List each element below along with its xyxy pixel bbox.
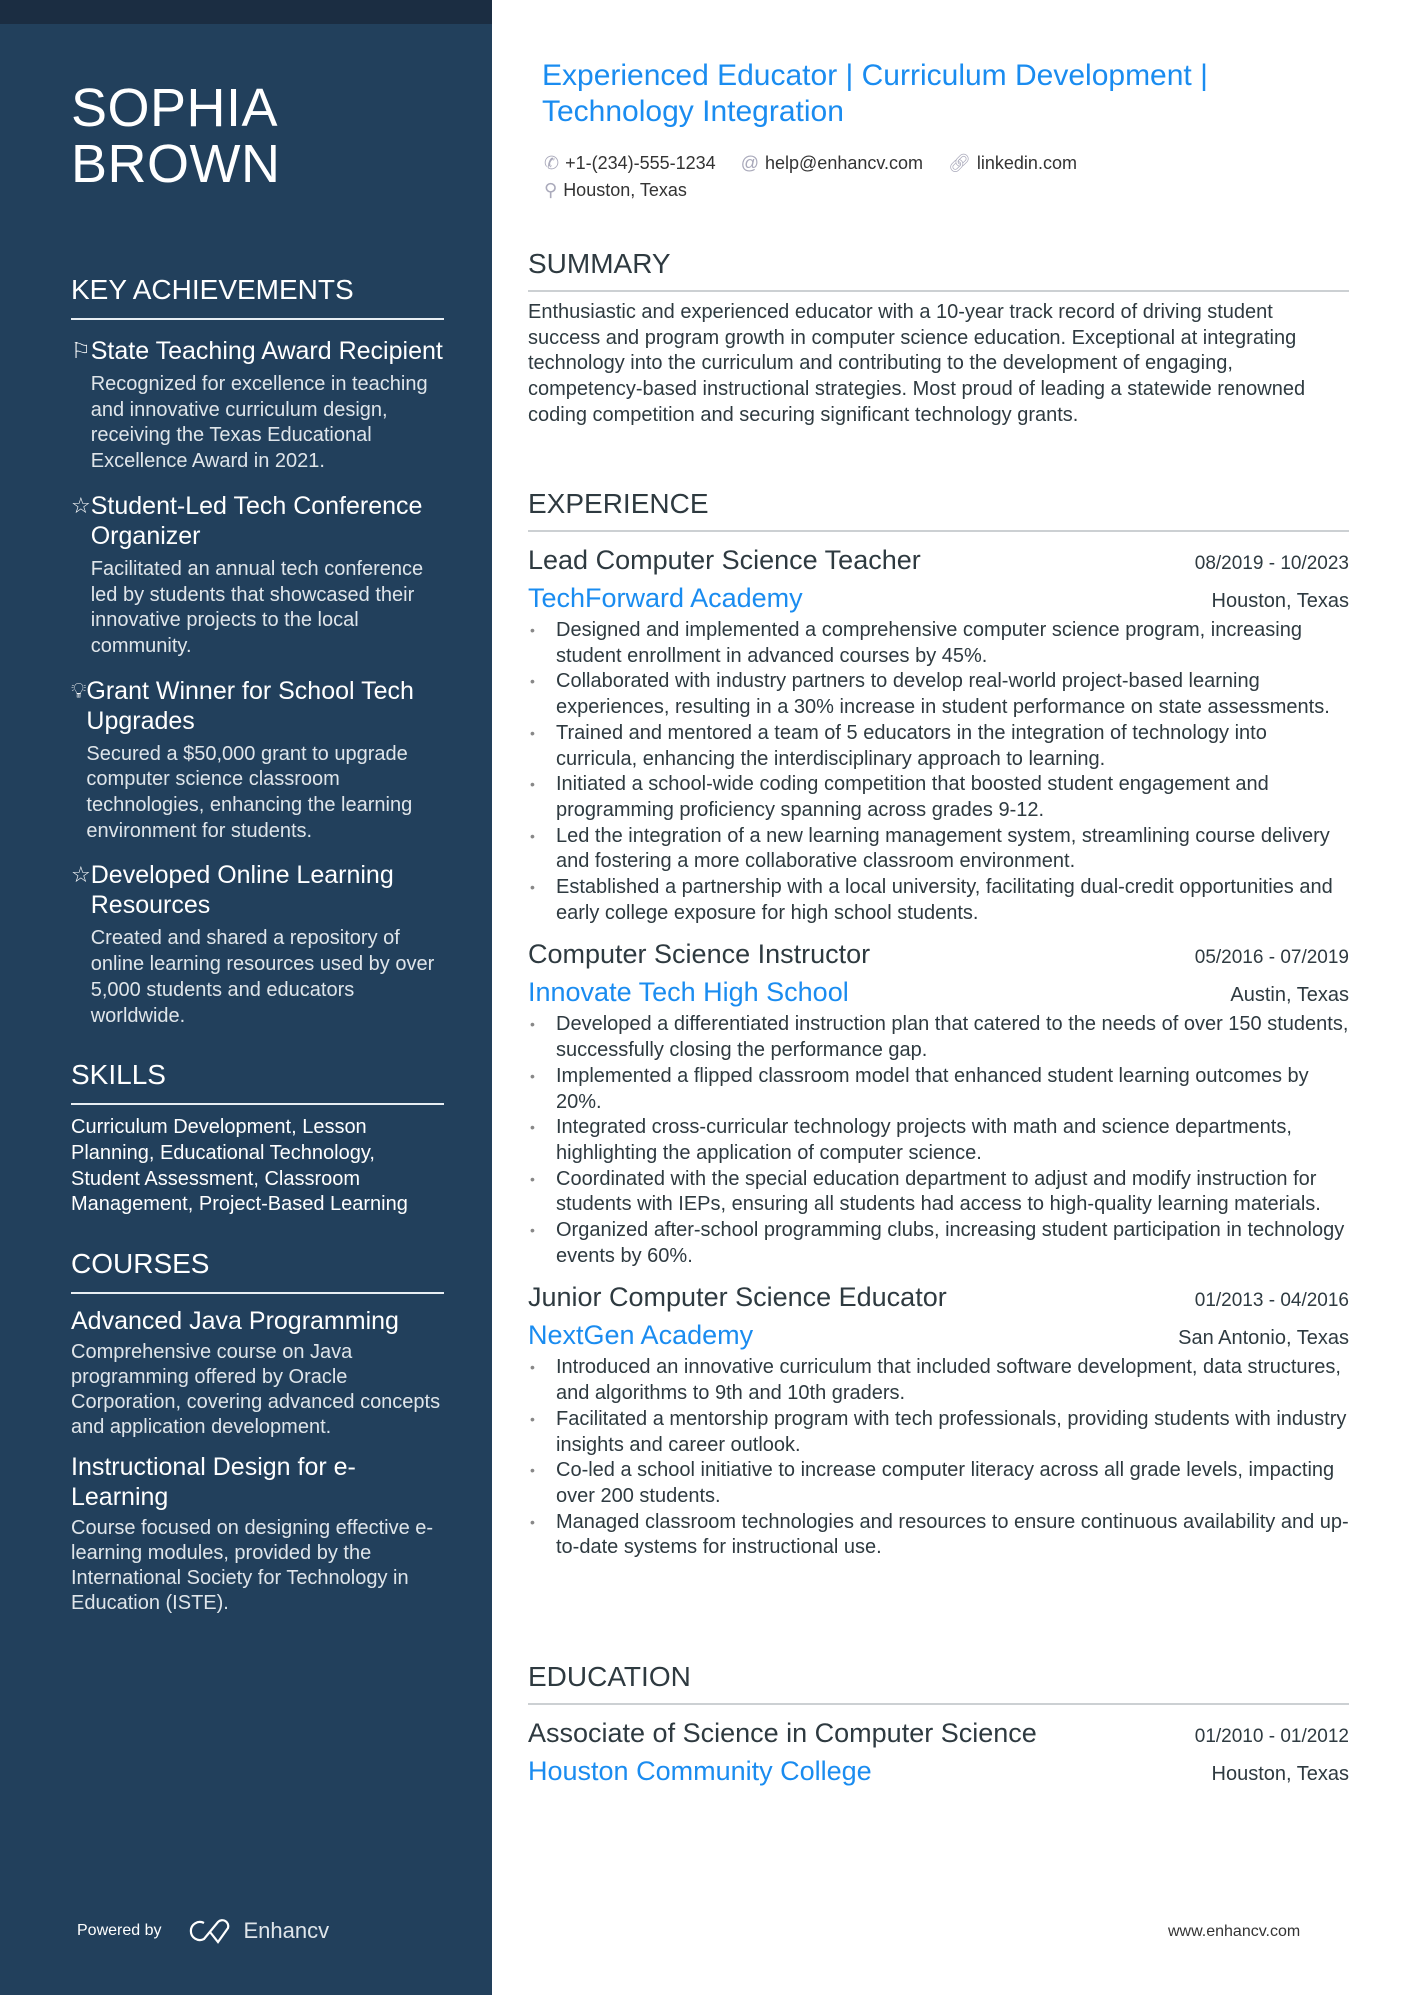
course-item (71, 1306, 444, 1440)
achievement-item (71, 336, 444, 475)
brand-name: Enhancv (243, 1918, 330, 1943)
last-name: BROWN (71, 134, 281, 194)
education-section (528, 1661, 1349, 1791)
experience-heading: EXPERIENCE (528, 488, 1349, 532)
candidate-name (71, 80, 444, 192)
link-icon: 🔗︎ (948, 153, 971, 173)
job-bullet: • Facilitated a mentorship program with tech professionals, providing students with industry insights and career outlook. (528, 1407, 1349, 1458)
flag-icon: ⚐ (71, 338, 91, 363)
job-bullet: • Led the integration of a new learning management system, streamlining course delivery and fostering a more collaborative classroom environment. (528, 824, 1349, 875)
footer-url[interactable]: www.enhancv.com (1168, 1923, 1301, 1940)
star-icon: ☆ (71, 862, 91, 888)
achievement-desc: Recognized for excellence in teaching and innovative curriculum design, receiving the Texas Educational Excellence Award in 2021. (90, 373, 428, 473)
phone-text: +1-(234)-555-1234 (565, 153, 716, 173)
achievement-desc: Created and shared a repository of online learning resources used by over 5,000 students and educators worldwide. (90, 927, 435, 1027)
achievement-item (71, 491, 444, 660)
job-bullet: • Managed classroom technologies and resources to ensure continuous availability and up-to-date systems for instructional use. (528, 1510, 1349, 1561)
summary-text: Enthusiastic and experienced educator with a 10-year track record of driving student success and program growth in computer science education. Exceptional at integrating technology into the curriculum and contributing to the development of engaging, competency-based instructional strategies. Most proud of leading a statewide renowned coding competition and securing significant technology grants. (528, 301, 1306, 426)
job-dates: 05/2016 - 07/2019 (1194, 947, 1349, 969)
job-bullet: • Collaborated with industry partners to develop real-world project-based learning experiences, resulting in a 30% increase in student performance on state assessments. (528, 669, 1349, 720)
course-desc: Course focused on designing effective e-learning modules, provided by the International Society for Technology in Education (ISTE). (71, 1517, 434, 1615)
education-location: Houston, Texas (1211, 1763, 1349, 1785)
job-bullet: • Designed and implemented a comprehensive computer science program, increasing student enrollment in advanced courses by 45%. (528, 618, 1349, 669)
job-bullet: • Coordinated with the special education department to adjust and modify instruction for students with IEPs, ensuring all students had access to high-quality learning materials. (528, 1167, 1349, 1218)
achievement-title: Student-Led Tech Conference Organizer (90, 491, 423, 550)
job-location: Houston, Texas (1211, 590, 1349, 612)
experience-section (528, 488, 1349, 1561)
enhancv-logo-icon (188, 1918, 234, 1944)
phone[interactable] (544, 153, 716, 173)
powered-by-label: Powered by (77, 1922, 162, 1939)
company-name: Innovate Tech High School (528, 977, 849, 1008)
job-bullet: • Integrated cross-curricular technology projects with math and science departments, highlighting the application of computer science. (528, 1115, 1349, 1166)
job-role: Junior Computer Science Educator (528, 1282, 947, 1313)
courses-heading: COURSES (71, 1248, 444, 1294)
course-title: Instructional Design for e-Learning (71, 1453, 356, 1512)
job-entry (528, 542, 1349, 926)
headline: Experienced Educator | Curriculum Development | Technology Integration (542, 59, 1208, 128)
location-text: Houston, Texas (563, 180, 687, 200)
contact-info (544, 150, 1244, 204)
degree: Associate of Science in Computer Science (528, 1718, 1037, 1748)
company-name: NextGen Academy (528, 1320, 754, 1351)
skills-list: Curriculum Development, Lesson Planning, Educational Technology, Student Assessment, Classroom Management, Project-Based Learning (71, 1116, 408, 1216)
job-bullet: • Trained and mentored a team of 5 educators in the integration of technology into curricula, enhancing the interdisciplinary approach to learning. (528, 721, 1349, 772)
achievements-heading: KEY ACHIEVEMENTS (71, 274, 444, 320)
course-item (71, 1452, 444, 1616)
job-role: Computer Science Instructor (528, 939, 871, 970)
job-entry (528, 1279, 1349, 1561)
summary-heading: SUMMARY (528, 248, 1349, 292)
link-text: linkedin.com (976, 153, 1077, 173)
job-role: Lead Computer Science Teacher (528, 545, 921, 575)
school-name: Houston Community College (528, 1756, 872, 1786)
job-bullet: • Introduced an innovative curriculum that included software development, data structures, and algorithms to 9th and 10th graders. (528, 1355, 1349, 1406)
achievement-desc: Secured a $50,000 grant to upgrade computer science classroom technologies, enhancing the learning environment for students. (86, 742, 413, 842)
job-location: Austin, Texas (1230, 984, 1349, 1007)
job-bullets (528, 618, 1349, 926)
job-dates: 01/2013 - 04/2016 (1194, 1290, 1349, 1312)
location-pin-icon: ⚲ (544, 180, 558, 200)
link[interactable] (948, 153, 1077, 173)
first-name: SOPHIA (71, 78, 279, 138)
achievement-desc: Facilitated an annual tech conference led by students that showcased their innovative projects to the local community. (90, 557, 424, 657)
enhancv-logo[interactable] (188, 1918, 330, 1944)
powered-by (77, 1918, 329, 1944)
lightbulb-icon: 💡︎ (71, 677, 87, 703)
achievement-item (71, 860, 444, 1029)
company-name: TechForward Academy (528, 583, 803, 613)
education-dates: 01/2010 - 01/2012 (1194, 1726, 1349, 1747)
achievement-item (71, 676, 444, 845)
job-bullets (528, 1355, 1349, 1561)
achievement-title: Grant Winner for School Tech Upgrades (86, 676, 414, 735)
job-entry (528, 936, 1349, 1269)
at-icon: @ (740, 153, 759, 173)
star-icon: ☆ (71, 492, 91, 518)
job-bullet: • Developed a differentiated instruction plan that catered to the needs of over 150 students, successfully closing the performance gap. (528, 1012, 1349, 1063)
job-bullet: • Initiated a school-wide coding competition that boosted student engagement and programming proficiency spanning across grades 9-12. (528, 772, 1349, 823)
skills-heading: SKILLS (71, 1059, 444, 1105)
job-bullet: • Implemented a flipped classroom model that enhanced student learning outcomes by 20%. (528, 1064, 1349, 1115)
sidebar (0, 0, 492, 1995)
job-bullet: • Established a partnership with a local university, facilitating dual-credit opportunities and early college exposure for high school students. (528, 875, 1349, 926)
top-bar (0, 0, 492, 24)
location (544, 180, 687, 200)
job-dates: 08/2019 - 10/2023 (1194, 553, 1349, 574)
achievement-title: Developed Online Learning Resources (90, 861, 394, 920)
job-bullet: • Co-led a school initiative to increase computer literacy across all grade levels, impacting over 200 students. (528, 1458, 1349, 1509)
summary-section (528, 248, 1349, 429)
job-bullet: • Organized after-school programming clubs, increasing student participation in technology events by 60%. (528, 1218, 1349, 1269)
achievement-title: State Teaching Award Recipient (90, 337, 443, 365)
job-bullets (528, 1012, 1349, 1269)
email[interactable] (741, 153, 923, 173)
email-text: help@enhancv.com (765, 153, 924, 173)
course-title: Advanced Java Programming (71, 1307, 399, 1336)
course-desc: Comprehensive course on Java programming offered by Oracle Corporation, covering advanced concepts and application development. (71, 1341, 441, 1439)
job-location: San Antonio, Texas (1178, 1327, 1349, 1350)
phone-icon: ✆ (544, 153, 560, 173)
education-heading: EDUCATION (528, 1661, 1349, 1705)
